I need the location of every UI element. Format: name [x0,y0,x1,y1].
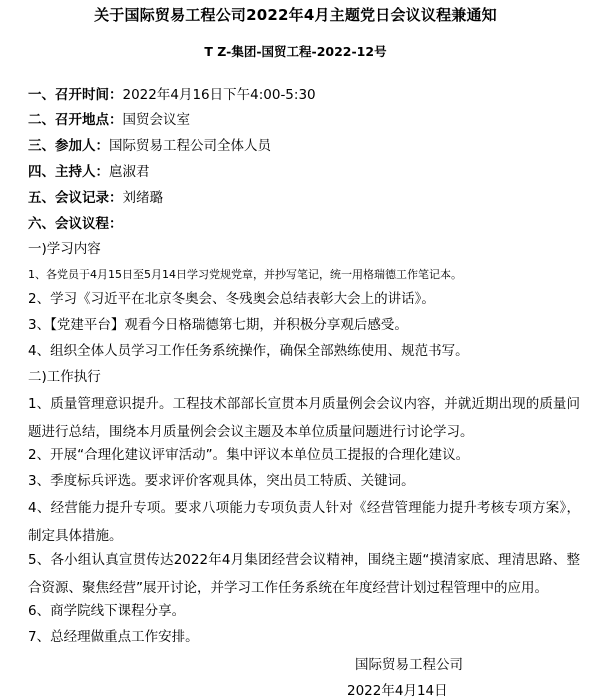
meeting-agenda-label: 六、会议议程： [28,216,123,232]
work-item-2: 2、开展“合理化建议评审活动”。集中评议本单位员工提报的合理化建议。 [28,447,470,463]
meeting-host-value: 扈淑君 [109,164,150,180]
meeting-place [28,111,581,130]
work-item-6: 6、商学院线下课程分享。 [28,603,186,619]
section-work-heading: 二)工作执行 [28,369,101,385]
work-item-3: 3、季度标兵评选。要求评价客观具体，突出员工特质、关键词。 [28,473,415,489]
work-item-7: 7、总经理做重点工作安排。 [28,629,199,645]
study-item-3: 3、【党建平台】观看今日格瑞德第七期，并积极分享观后感受。 [28,317,408,333]
meeting-time [28,86,581,105]
work-item-4: 4、经营能力提升专项。要求八项能力专项负责人针对《经营管理能力提升考核专项方案》，制定具体措施。 [28,500,580,544]
study-item-4: 4、组织全体人员学习工作任务系统操作，确保全部熟练使用、规范书写。 [28,343,469,359]
signature-date: 2022年4月14日 [347,683,448,699]
work-item-1: 1、质量管理意识提升。工程技术部部长宣贯本月质量例会会议内容，并就近期出现的质量问题进行总结，围绕本月质量例会会议主题及本单位质量问题进行讨论学习。 [28,396,580,440]
document-number: T Z-集团-国贸工程-2022-12号 [204,44,387,59]
meeting-participants-label: 三、参加人： [28,138,109,154]
meeting-place-value: 国贸会议室 [122,112,190,128]
work-item-5: 5、各小组认真宣贯传达2022年4月集团经营会议精神，围绕主题“摸清家底、理清思路、整合资源、聚焦经营”展开讨论，并学习工作任务系统在年度经营计划过程管理中的应用。 [28,552,580,596]
study-item-2: 2、学习《习近平在北京冬奥会、冬残奥会总结表彰大会上的讲话》。 [28,291,435,307]
meeting-time-value: 2022年4月16日下午4:00-5:30 [122,87,316,103]
meeting-recorder [28,189,581,208]
study-item-1: 1、各党员于4月15日至5月14日学习党规党章，并抄写笔记，统一用格瑞德工作笔记本。 [28,268,462,281]
meeting-participants-value: 国际贸易工程公司全体人员 [109,138,271,154]
meeting-place-label: 二、召开地点： [28,112,123,128]
meeting-host [28,163,581,182]
meeting-recorder-value: 刘绪璐 [122,190,163,206]
section-study-heading: 一)学习内容 [28,241,101,257]
meeting-agenda [28,215,581,234]
document-title: 关于国际贸易工程公司2022年4月主题党日会议议程兼通知 [94,6,497,24]
meeting-recorder-label: 五、会议记录： [28,190,123,206]
signature-org: 国际贸易工程公司 [355,657,463,673]
meeting-host-label: 四、主持人： [28,164,109,180]
meeting-time-label: 一、召开时间： [28,87,123,103]
meeting-participants [28,137,581,156]
